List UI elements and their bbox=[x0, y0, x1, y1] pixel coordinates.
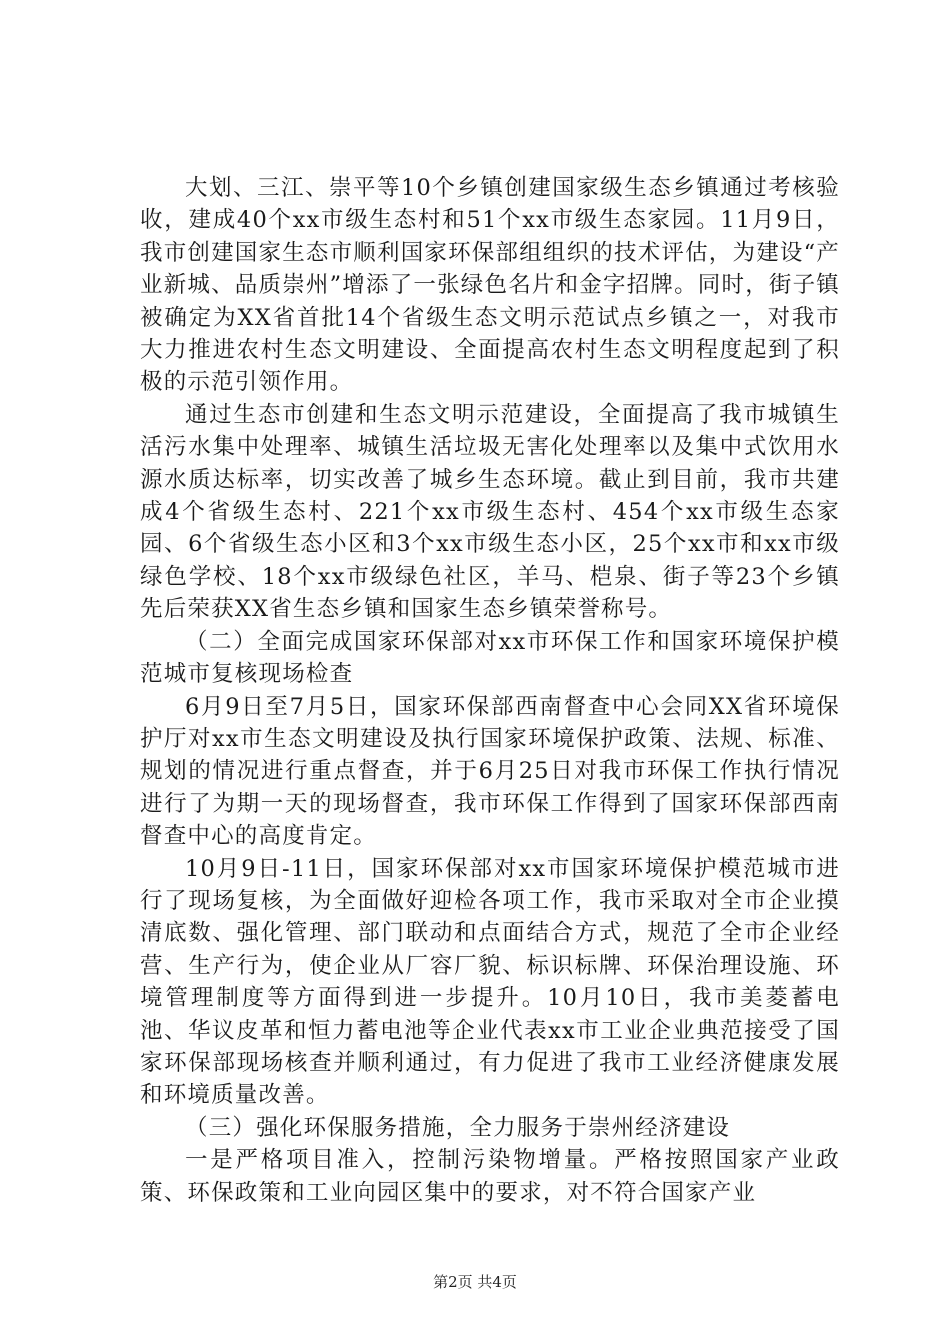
section-heading-3: （三）强化环保服务措施，全力服务于崇州经济建设 bbox=[185, 1114, 731, 1141]
document-body bbox=[140, 172, 840, 1209]
page-number-footer: 第2页 共4页 bbox=[433, 1273, 517, 1291]
paragraph-model-city-review: 10月9日-11日，国家环保部对xx市国家环境保护模范城市进行了现场复核，为全面做好迎检各项工作，我市采取对全市企业摸清底数、强化管理、部门联动和点面结合方式，规范了全市企业经营、生产行为，使企业从厂容厂貌、标识标牌、环保治理设施、环境管理制度等方面得到进一步提升。10月10日，我市美菱蓄电池、华议皮革和恒力蓄电池等企业代表xx市工业企业典范接受了国家环保部现场核查并顺利通过，有力促进了我市工业经济健康发展和环境质量改善。 bbox=[140, 855, 840, 1109]
paragraph-project-access: 一是严格项目准入，控制污染物增量。严格按照国家产业政策、环保政策和工业向园区集中的要求，对不符合国家产业 bbox=[140, 1147, 840, 1206]
paragraph-eco-towns: 大划、三江、崇平等10个乡镇创建国家级生态乡镇通过考核验收，建成40个xx市级生态村和51个xx市级生态家园。11月9日，我市创建国家生态市顺利国家环保部组组织的技术评估，为建设“产业新城、品质崇州”增添了一张绿色名片和金字招牌。同时，街子镇被确定为XX省首批14个省级生态文明示范试点乡镇之一，对我市大力推进农村生态文明建设、全面提高农村生态文明程度起到了积极的示范引领作用。 bbox=[140, 175, 841, 396]
paragraph-eco-demonstration: 通过生态市创建和生态文明示范建设，全面提高了我市城镇生活污水集中处理率、城镇生活垃圾无害化处理率以及集中式饮用水源水质达标率，切实改善了城乡生态环境。截止到目前，我市共建成4个省级生态村、221个xx市级生态村、454个xx市级生态家园、6个省级生态小区和3个xx市级生态小区，25个xx市和xx市级绿色学校、18个xx市级绿色社区，羊马、桤泉、街子等23个乡镇先后荣获XX省生态乡镇和国家生态乡镇荣誉称号。 bbox=[140, 401, 840, 623]
paragraph-inspection: 6月9日至7月5日，国家环保部西南督查中心会同XX省环境保护厅对xx市生态文明建设及执行国家环境保护政策、法规、标准、规划的情况进行重点督查，并于6月25日对我市环保工作执行情况进行了为期一天的现场督查，我市环保工作得到了国家环保部西南督查中心的高度肯定。 bbox=[140, 693, 840, 850]
section-heading-2: （二）全面完成国家环保部对xx市环保工作和国家环境保护模范城市复核现场检查 bbox=[140, 628, 840, 688]
